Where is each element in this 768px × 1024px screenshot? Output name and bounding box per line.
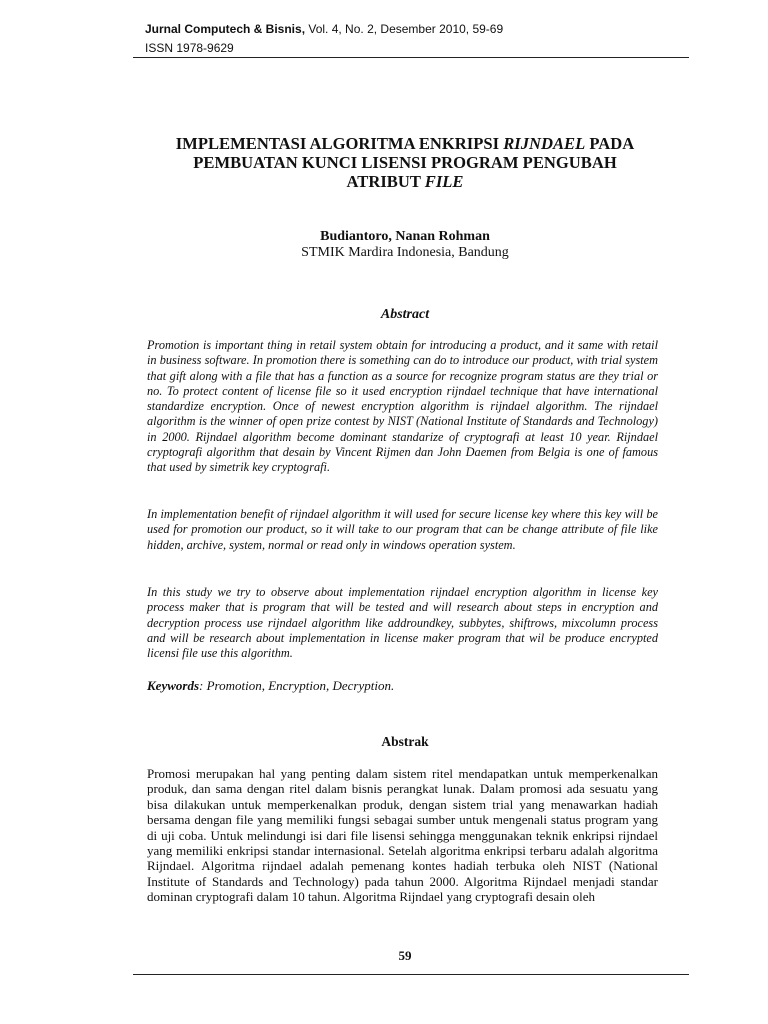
keywords xyxy=(147,678,394,694)
abstract-paragraph: Promotion is important thing in retail system obtain for introducing a product, and it same with retail in business software. In promotion there is something can do to introduce our product, with trial system that gift along with a file that has a function as a source for recognize program status are they trial or no. To protect content of license file so it used encryption rijndael technique that have international standardize encryption. Once of newest encryption algorithm is rijndael algorithm. The rijndael algorithm is the winner of open prize contest by NIST (National Institute of Standards and Technology) in 2000. Rijndael algorithm become dominant standarize of cryptografi at least 10 year. Rijndael cryptografi algorithm that desain by Vincent Rijmen dan John Daemen from Belgia is one of famous that used by simetrik key cryptografi. xyxy=(147,338,658,475)
affiliation: STMIK Mardira Indonesia, Bandung xyxy=(301,245,509,260)
title-text: ATRIBUT xyxy=(346,172,425,191)
title-text: PADA xyxy=(585,134,635,153)
issn: ISSN 1978-9629 xyxy=(145,41,234,55)
paper-title xyxy=(130,134,680,191)
abstrak-paragraph: Promosi merupakan hal yang penting dalam sistem ritel mendapatkan untuk memperkenalkan produk, dan sama dengan ritel dalam bisnis perangkat lunak. Dalam promosi ada sesuatu yang bisa dilakukan untuk memperkenalkan produk, dengan sistem trial yang menawarkan hadiah bersama dengan file yang memiliki fungsi sebagai sumber untuk mengenali status program yang di uji coba. Untuk melindungi isi dari file lisensi sehingga menggunakan teknik enkripsi rijndael yang memiliki enkripsi standar internasional. Setelah algoritma enkripsi terbaru adalah algoritma Rijndael. Algoritma rijndael adalah pemenang kontes hadiah terbuka oleh NIST (National Institute of Standards and Technology) pada tahun 2000. Algoritma Rijndael menjadi standar dominan cryptografi dalam 10 tahun. Algoritma Rijndael yang cryptografi desain oleh xyxy=(147,766,658,905)
journal-details: Vol. 4, No. 2, Desember 2010, 59-69 xyxy=(305,22,504,36)
journal-name: Jurnal Computech & Bisnis, xyxy=(145,22,306,36)
keywords-text: : Promotion, Encryption, Decryption. xyxy=(199,678,395,693)
abstrak-heading: Abstrak xyxy=(381,734,429,749)
journal-header xyxy=(145,22,503,36)
abstract-heading: Abstract xyxy=(380,307,430,322)
title-italic: RIJNDAEL xyxy=(503,134,586,153)
keywords-label: Keywords xyxy=(147,678,199,693)
abstract-paragraph: In implementation benefit of rijndael algorithm it will used for secure license key where this key will be used for promotion our product, so it will take to our program that can be change attribute of file like hidden, archive, system, normal or read only in windows operation system. xyxy=(147,507,658,552)
page-number: 59 xyxy=(398,948,412,963)
title-text: IMPLEMENTASI ALGORITMA ENKRIPSI xyxy=(175,134,504,153)
header-rule xyxy=(133,57,689,58)
title-text: PEMBUATAN KUNCI LISENSI PROGRAM PENGUBAH xyxy=(193,153,617,172)
title-italic: FILE xyxy=(424,172,464,191)
footer-rule xyxy=(133,974,689,975)
authors: Budiantoro, Nanan Rohman xyxy=(320,229,490,244)
abstract-paragraph: In this study we try to observe about implementation rijndael encryption algorithm in license key process maker that is program that will be tested and will research about steps in encryption and decryption process use rijndael algorithm like addroundkey, subbytes, shiftrows, mixcolumn process and will be research about implementation in license maker program that wil be produce encrypted licensi file use this algorithm. xyxy=(147,585,658,661)
